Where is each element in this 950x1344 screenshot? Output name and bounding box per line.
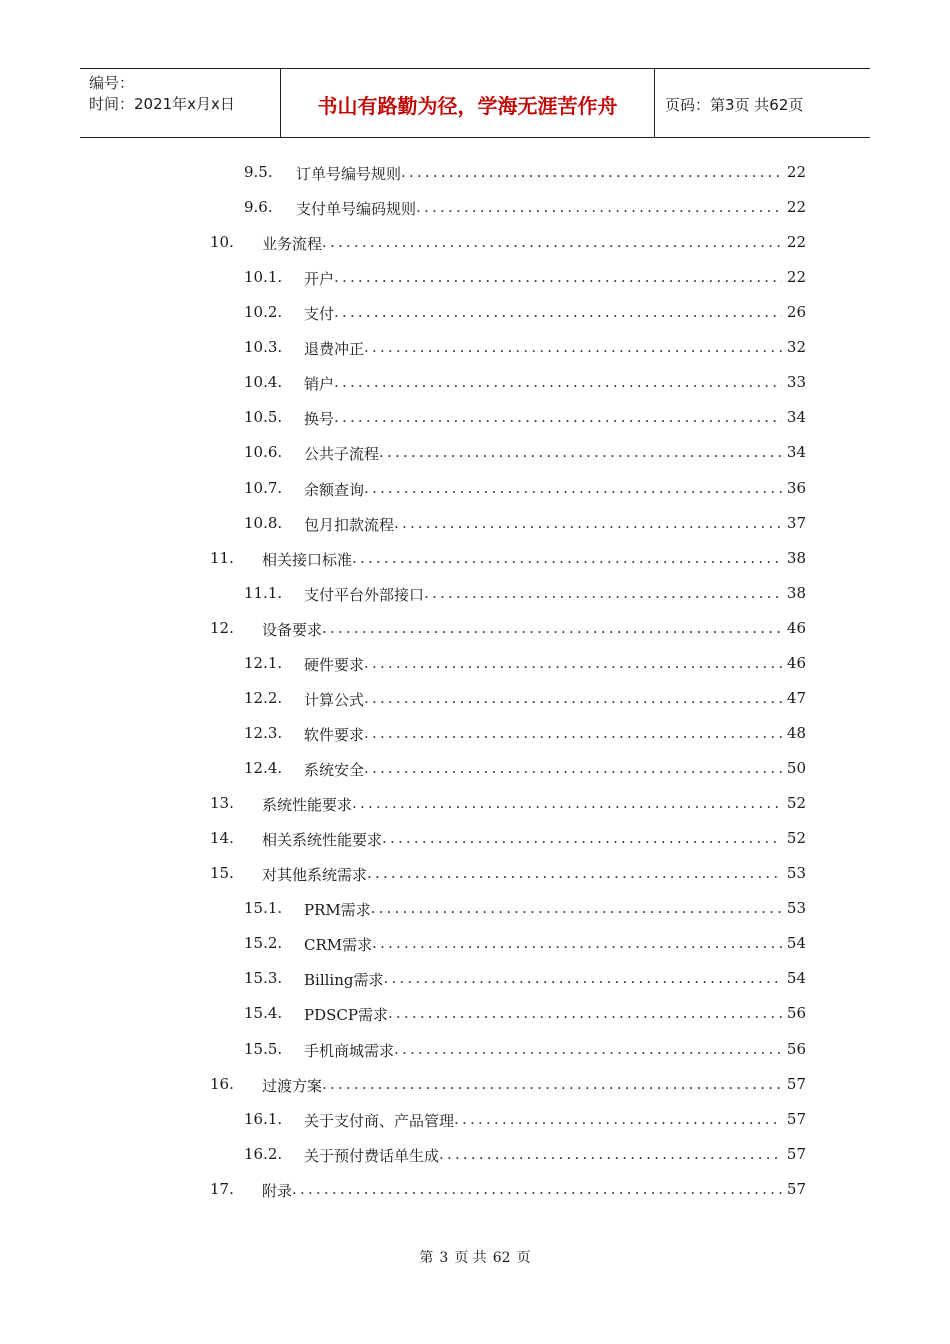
toc-entry-number: 10.4. [244, 373, 283, 392]
toc-dot-leader [334, 408, 782, 429]
toc-dot-leader [371, 899, 782, 920]
toc-entry-number: 17. [210, 1179, 234, 1198]
toc-entry-line [304, 899, 782, 920]
toc-entry-page: 53 [786, 899, 806, 918]
toc-dot-leader [401, 163, 782, 184]
toc-dot-leader [292, 1180, 782, 1201]
toc-entry-title: 关于预付费话单生成 [304, 1146, 440, 1165]
toc-entry-line [304, 443, 782, 464]
toc-entry-page: 38 [786, 548, 806, 567]
toc-entry-line [262, 864, 782, 885]
toc-entry-line [304, 408, 782, 429]
toc-dot-leader [394, 514, 782, 535]
toc-entry[interactable] [0, 155, 950, 190]
toc-dot-leader [439, 1145, 782, 1166]
toc-dot-leader [334, 268, 782, 289]
toc-entry-page: 57 [786, 1179, 806, 1198]
toc-entry-title: 业务流程 [262, 235, 323, 254]
toc-entry-number: 10.1. [244, 268, 283, 287]
toc-entry-page: 26 [786, 303, 806, 322]
toc-entry-title: 公共子流程 [304, 445, 380, 464]
toc-entry-number: 15.1. [244, 899, 283, 918]
toc-entry[interactable] [0, 225, 950, 260]
toc-entry-number: 10.8. [244, 513, 283, 532]
toc-entry-title: CRM需求 [304, 936, 373, 955]
toc-entry-title: PRM需求 [304, 901, 371, 920]
toc-entry[interactable] [0, 1067, 950, 1102]
toc-entry-line [304, 268, 782, 289]
toc-entry[interactable] [0, 681, 950, 716]
toc-entry-page: 46 [786, 618, 806, 637]
toc-entry-number: 16.2. [244, 1144, 283, 1163]
toc-entry-page: 33 [786, 373, 806, 392]
toc-entry-title: 设备要求 [262, 620, 323, 639]
toc-entry[interactable] [0, 576, 950, 611]
toc-entry-line [304, 584, 782, 605]
toc-dot-leader [416, 198, 782, 219]
toc-entry-title: 附录 [262, 1181, 293, 1200]
toc-dot-leader [352, 549, 782, 570]
toc-entry-title: 换号 [304, 410, 335, 429]
toc-entry[interactable] [0, 1032, 950, 1067]
toc-dot-leader [334, 373, 782, 394]
toc-entry-title: 关于支付商、产品管理 [304, 1111, 455, 1130]
toc-entry-page: 38 [786, 583, 806, 602]
toc-entry-number: 10.5. [244, 408, 283, 427]
header-meta [80, 69, 281, 137]
toc-entry[interactable] [0, 541, 950, 576]
toc-entry-title: 开户 [304, 270, 335, 289]
toc-dot-leader [364, 689, 782, 710]
document-number-label: 编号： [89, 74, 135, 92]
toc-dot-leader [364, 724, 782, 745]
toc-entry[interactable] [0, 646, 950, 681]
toc-entry[interactable] [0, 926, 950, 961]
toc-entry[interactable] [0, 856, 950, 891]
toc-entry-page: 36 [786, 478, 806, 497]
toc-entry-number: 15.4. [244, 1004, 283, 1023]
toc-entry-page: 34 [786, 443, 806, 462]
toc-entry-number: 12.1. [244, 653, 283, 672]
toc-entry-line [304, 1040, 782, 1061]
toc-entry[interactable] [0, 1102, 950, 1137]
toc-entry[interactable] [0, 996, 950, 1031]
toc-entry-line [262, 1180, 782, 1201]
toc-entry-number: 16. [210, 1074, 234, 1093]
toc-entry-line [262, 549, 782, 570]
toc-dot-leader [334, 303, 782, 324]
toc-entry-page: 32 [786, 338, 806, 357]
toc-entry-title: 过渡方案 [262, 1076, 323, 1095]
toc-entry[interactable] [0, 435, 950, 470]
footer-page-number: 3 [439, 1250, 449, 1266]
toc-entry-line [304, 724, 782, 745]
toc-dot-leader [322, 1075, 782, 1096]
toc-dot-leader [382, 829, 782, 850]
toc-entry-number: 10.6. [244, 443, 283, 462]
toc-entry-line [304, 373, 782, 394]
toc-entry[interactable] [0, 365, 950, 400]
toc-entry-number: 11. [210, 548, 234, 567]
toc-entry-page: 37 [786, 513, 806, 532]
toc-dot-leader [367, 864, 782, 885]
document-time-label: 时间：2021年x月x日 [89, 95, 235, 113]
toc-entry-page: 22 [786, 268, 806, 287]
toc-entry-line [304, 479, 782, 500]
toc-entry-number: 16.1. [244, 1109, 283, 1128]
toc-entry-title: 相关系统性能要求 [262, 831, 383, 850]
toc-entry-line [262, 794, 782, 815]
toc-entry[interactable] [0, 611, 950, 646]
toc-entry-number: 13. [210, 794, 234, 813]
toc-entry-page: 22 [786, 233, 806, 252]
toc-entry-line [304, 759, 782, 780]
toc-entry-number: 10.3. [244, 338, 283, 357]
toc-dot-leader [364, 338, 782, 359]
toc-entry-page: 57 [786, 1109, 806, 1128]
toc-entry-number: 15.5. [244, 1039, 283, 1058]
toc-entry-title: 系统性能要求 [262, 796, 353, 815]
toc-dot-leader [364, 479, 782, 500]
toc-entry-page: 22 [786, 163, 806, 181]
toc-entry-title: 支付平台外部接口 [304, 585, 425, 604]
toc-entry[interactable] [0, 190, 950, 225]
toc-entry-number: 15. [210, 864, 234, 883]
toc-entry-page: 53 [786, 864, 806, 883]
toc-entry[interactable] [0, 506, 950, 541]
toc-entry-line [296, 198, 782, 219]
toc-entry-line [296, 163, 782, 184]
toc-entry-line [262, 619, 782, 640]
footer-prefix: 第 [419, 1250, 434, 1266]
toc-entry-title: 销户 [304, 375, 335, 394]
toc-entry[interactable] [0, 1137, 950, 1172]
toc-entry[interactable] [0, 400, 950, 435]
toc-entry[interactable] [0, 330, 950, 365]
toc-entry-page: 57 [786, 1144, 806, 1163]
toc-entry-number: 12.3. [244, 723, 283, 742]
toc-entry-line [304, 934, 782, 955]
toc-entry-page: 48 [786, 723, 806, 742]
toc-entry-line [262, 233, 782, 254]
toc-entry-line [304, 338, 782, 359]
toc-entry-page: 46 [786, 653, 806, 672]
toc-entry-number: 10.7. [244, 478, 283, 497]
toc-entry-page: 50 [786, 759, 806, 778]
toc-dot-leader [322, 233, 782, 254]
toc-entry-number: 10. [210, 233, 234, 252]
footer-middle: 页 共 [454, 1250, 487, 1266]
toc-entry-title: 支付单号编码规则 [296, 200, 417, 219]
toc-dot-leader [352, 794, 782, 815]
toc-entry-number: 14. [210, 829, 234, 848]
toc-entry-line [304, 303, 782, 324]
toc-entry-title: Billing需求 [304, 971, 384, 990]
toc-entry-line [304, 654, 782, 675]
toc-entry-number: 9.5. [244, 163, 273, 181]
toc-entry-page: 54 [786, 969, 806, 988]
toc-entry[interactable] [0, 751, 950, 786]
page-header [80, 68, 870, 138]
toc-entry-page: 56 [786, 1039, 806, 1058]
page-footer [0, 1247, 950, 1267]
toc-entry-number: 15.3. [244, 969, 283, 988]
toc-entry-title: PDSCP需求 [304, 1006, 388, 1025]
toc-dot-leader [372, 934, 782, 955]
toc-entry-line [304, 1004, 782, 1025]
toc-dot-leader [364, 654, 782, 675]
toc-entry-page: 34 [786, 408, 806, 427]
toc-entry-number: 9.6. [244, 198, 273, 217]
toc-entry-line [304, 1110, 782, 1131]
toc-entry-line [304, 514, 782, 535]
toc-entry-page: 52 [786, 829, 806, 848]
toc-entry-title: 硬件要求 [304, 655, 365, 674]
toc-entry[interactable] [0, 821, 950, 856]
toc-entry-number: 15.2. [244, 934, 283, 953]
toc-dot-leader [388, 1004, 782, 1025]
toc-entry[interactable] [0, 1172, 950, 1207]
toc-entry-title: 手机商城需求 [304, 1041, 395, 1060]
toc-dot-leader [394, 1040, 782, 1061]
toc-entry[interactable] [0, 716, 950, 751]
toc-entry-line [262, 1075, 782, 1096]
toc-entry-title: 相关接口标准 [262, 550, 353, 569]
toc-entry-page: 22 [786, 198, 806, 217]
toc-entry-line [304, 969, 782, 990]
toc-entry-title: 支付 [304, 305, 335, 324]
toc-entry-number: 10.2. [244, 303, 283, 322]
toc-entry[interactable] [0, 961, 950, 996]
footer-total-pages: 62 [492, 1250, 511, 1266]
toc-entry-title: 对其他系统需求 [262, 866, 368, 885]
toc-entry-page: 57 [786, 1074, 806, 1093]
toc-entry[interactable] [0, 295, 950, 330]
toc-entry-page: 47 [786, 688, 806, 707]
toc-entry-line [304, 1145, 782, 1166]
toc-entry-number: 12. [210, 618, 234, 637]
toc-entry-number: 11.1. [244, 583, 283, 602]
toc-dot-leader [454, 1110, 782, 1131]
toc-dot-leader [364, 759, 782, 780]
toc-entry[interactable] [0, 891, 950, 926]
toc-entry-line [304, 689, 782, 710]
toc-dot-leader [424, 584, 782, 605]
toc-entry-number: 12.2. [244, 688, 283, 707]
header-page-info: 页码：第3页 共62页 [665, 95, 804, 114]
toc-entry-title: 订单号编号规则 [296, 165, 402, 183]
toc-entry-page: 52 [786, 794, 806, 813]
footer-suffix: 页 [516, 1250, 531, 1266]
toc-entry[interactable] [0, 260, 950, 295]
toc-entry-title: 系统安全 [304, 761, 365, 780]
toc-dot-leader [379, 443, 782, 464]
header-motto: 书山有路勤为径，学海无涯苦作舟 [281, 69, 655, 137]
toc-entry-number: 12.4. [244, 759, 283, 778]
toc-entry-title: 软件要求 [304, 725, 365, 744]
toc-entry-title: 计算公式 [304, 690, 365, 709]
toc-entry-page: 56 [786, 1004, 806, 1023]
toc-entry[interactable] [0, 471, 950, 506]
toc-entry[interactable] [0, 786, 950, 821]
toc-dot-leader [383, 969, 782, 990]
toc-entry-title: 余额查询 [304, 480, 365, 499]
toc-dot-leader [322, 619, 782, 640]
toc-entry-title: 包月扣款流程 [304, 515, 395, 534]
toc-entry-line [262, 829, 782, 850]
toc-entry-page: 54 [786, 934, 806, 953]
toc-entry-title: 退费冲正 [304, 340, 365, 359]
